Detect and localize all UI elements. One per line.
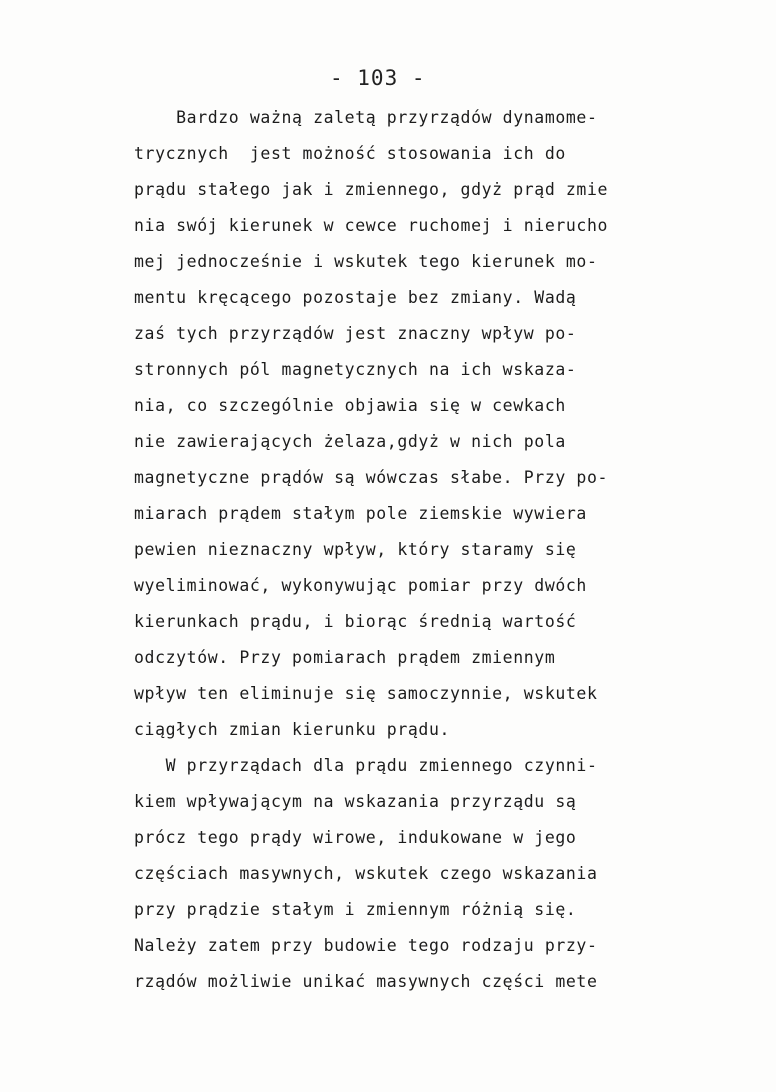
text-line: mej jednocześnie i wskutek tego kierunek mo- <box>134 252 598 271</box>
text-line: Bardzo ważną zaletą przyrządów dynamome- <box>134 108 598 127</box>
text-line: ciągłych zmian kierunku prądu. <box>134 720 451 739</box>
text-line: częściach masywnych, wskutek czego wskazania <box>134 864 598 883</box>
text-line: kierunkach prądu, i biorąc średnią wartość <box>134 612 577 631</box>
text-line: stronnych pól magnetycznych na ich wskaza- <box>134 360 577 379</box>
text-line: wpływ ten eliminuje się samoczynnie, wskutek <box>134 684 598 703</box>
body-text <box>134 100 694 1000</box>
text-line: wyeliminować, wykonywując pomiar przy dwóch <box>134 576 587 595</box>
text-line: trycznych jest możność stosowania ich do <box>134 144 566 163</box>
text-line: odczytów. Przy pomiarach prądem zmiennym <box>134 648 556 667</box>
text-line: przy prądzie stałym i zmiennym różnią się. <box>134 900 577 919</box>
text-line: rządów możliwie unikać masywnych części mete <box>134 972 598 991</box>
text-line: zaś tych przyrządów jest znaczny wpływ po- <box>134 324 577 343</box>
text-line: nia, co szczególnie objawia się w cewkach <box>134 396 566 415</box>
text-line: nie zawierających żelaza,gdyż w nich pola <box>134 432 566 451</box>
text-line: Należy zatem przy budowie tego rodzaju przy- <box>134 936 598 955</box>
text-line: nia swój kierunek w cewce ruchomej i nierucho <box>134 216 609 235</box>
text-line: magnetyczne prądów są wówczas słabe. Przy po- <box>134 468 609 487</box>
text-line: miarach prądem stałym pole ziemskie wywiera <box>134 504 587 523</box>
text-line: prócz tego prądy wirowe, indukowane w jego <box>134 828 577 847</box>
text-line: mentu kręcącego pozostaje bez zmiany. Wadą <box>134 288 577 307</box>
page-number: - 103 - <box>330 66 426 90</box>
text-line: W przyrządach dla prądu zmiennego czynni- <box>134 756 598 775</box>
text-line: pewien nieznaczny wpływ, który staramy się <box>134 540 577 559</box>
text-line: prądu stałego jak i zmiennego, gdyż prąd zmie <box>134 180 609 199</box>
text-line: kiem wpływającym na wskazania przyrządu są <box>134 792 577 811</box>
